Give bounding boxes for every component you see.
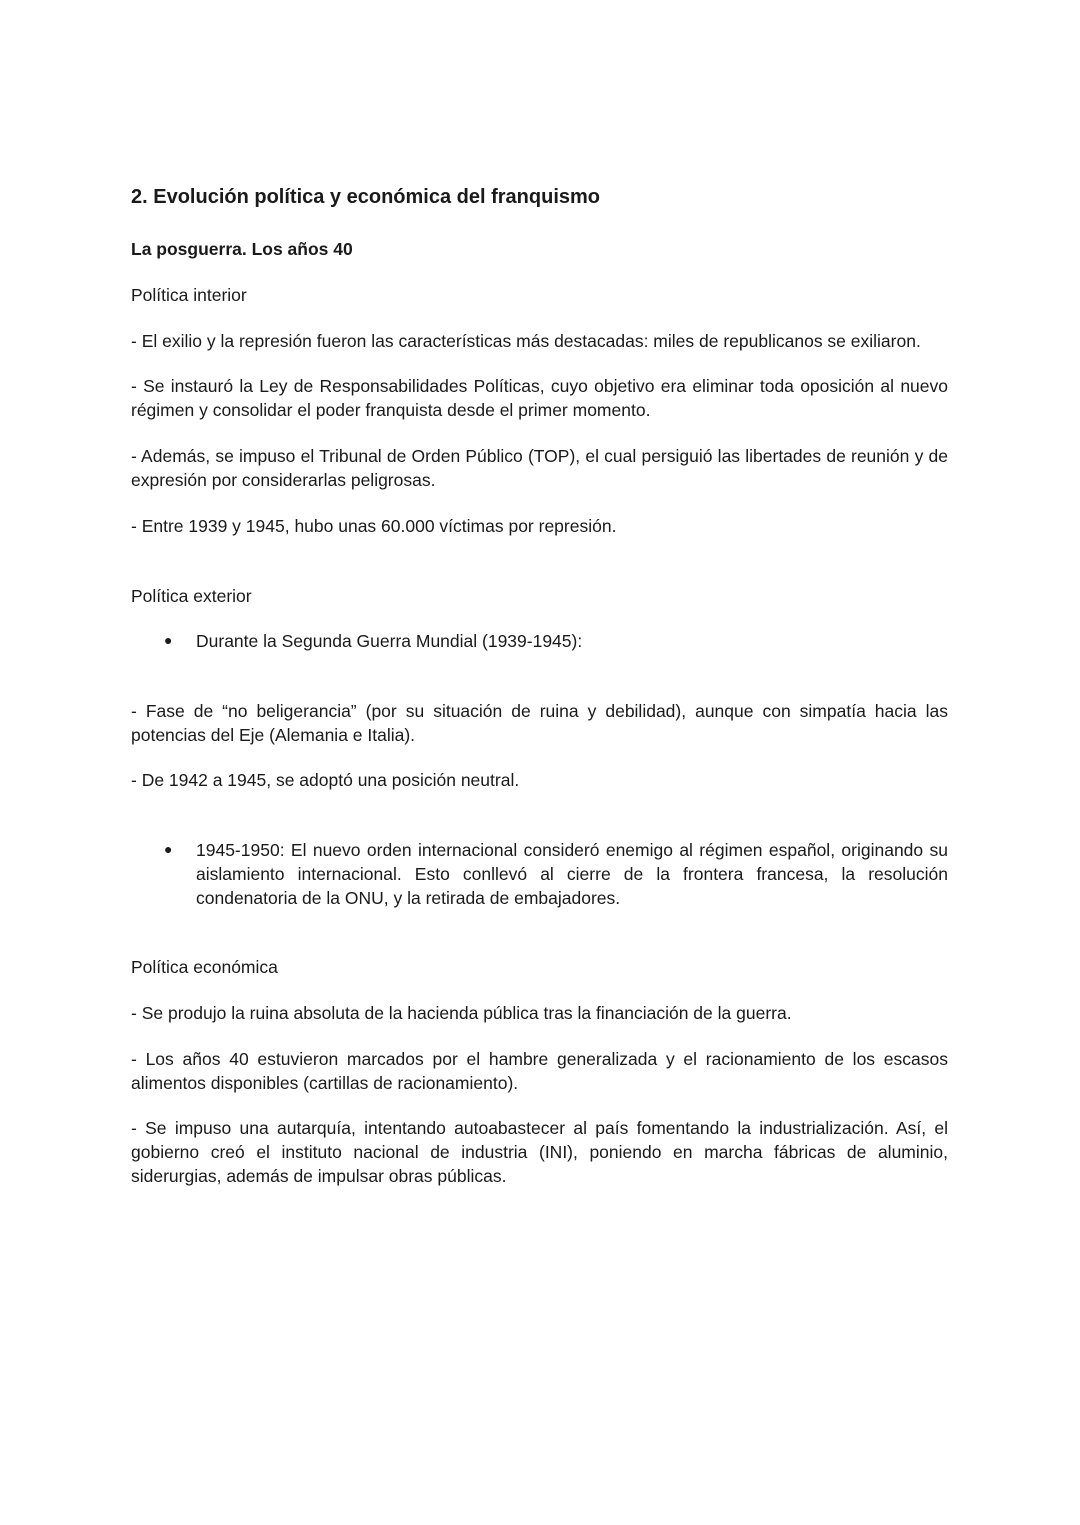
interior-item-1: - El exilio y la represión fueron las características más destacadas: miles de republicanos se exiliaron. bbox=[131, 331, 921, 351]
economica-heading: Política económica bbox=[131, 957, 278, 977]
bullet-marker-2: ● bbox=[164, 841, 173, 857]
interior-item-4: - Entre 1939 y 1945, hubo unas 60.000 víctimas por represión. bbox=[131, 516, 617, 536]
exterior-heading: Política exterior bbox=[131, 586, 252, 606]
section-title: La posguerra. Los años 40 bbox=[131, 239, 353, 259]
exterior-bullet-1: Durante la Segunda Guerra Mundial (1939-1945): bbox=[196, 631, 583, 651]
bullet-marker-1: ● bbox=[164, 632, 173, 648]
interior-item-2: - Se instauró la Ley de Responsabilidades Políticas, cuyo objetivo era eliminar toda oposición al nuevo régimen y consolidar el poder franquista desde el primer momento. bbox=[131, 376, 948, 420]
economica-item-2: - Los años 40 estuvieron marcados por el hambre generalizada y el racionamiento de los escasos alimentos disponibles (cartillas de racionamiento). bbox=[131, 1049, 948, 1093]
document-title: 2. Evolución política y económica del franquismo bbox=[131, 186, 600, 208]
exterior-item-1: - Fase de “no beligerancia” (por su situación de ruina y debilidad), aunque con simpatía hacia las potencias del Eje (Alemania e Italia). bbox=[131, 701, 948, 745]
interior-heading: Política interior bbox=[131, 285, 247, 305]
interior-item-3: - Además, se impuso el Tribunal de Orden Público (TOP), el cual persiguió las libertades de reunión y de expresión por considerarlas peligrosas. bbox=[131, 446, 948, 490]
economica-item-1: - Se produjo la ruina absoluta de la hacienda pública tras la financiación de la guerra. bbox=[131, 1003, 792, 1023]
economica-item-3: - Se impuso una autarquía, intentando autoabastecer al país fomentando la industrialización. Así, el gobierno creó el instituto nacional de industria (INI), poniendo en marcha fábricas de aluminio, siderurgias, además de impulsar obras públicas. bbox=[131, 1118, 948, 1186]
exterior-bullet-2: 1945-1950: El nuevo orden internacional consideró enemigo al régimen español, originando su aislamiento internacional. Esto conllevó al cierre de la frontera francesa, la resolución condenatoria de la ONU, y la retirada de embajadores. bbox=[196, 840, 948, 908]
exterior-item-2: - De 1942 a 1945, se adoptó una posición neutral. bbox=[131, 770, 520, 790]
